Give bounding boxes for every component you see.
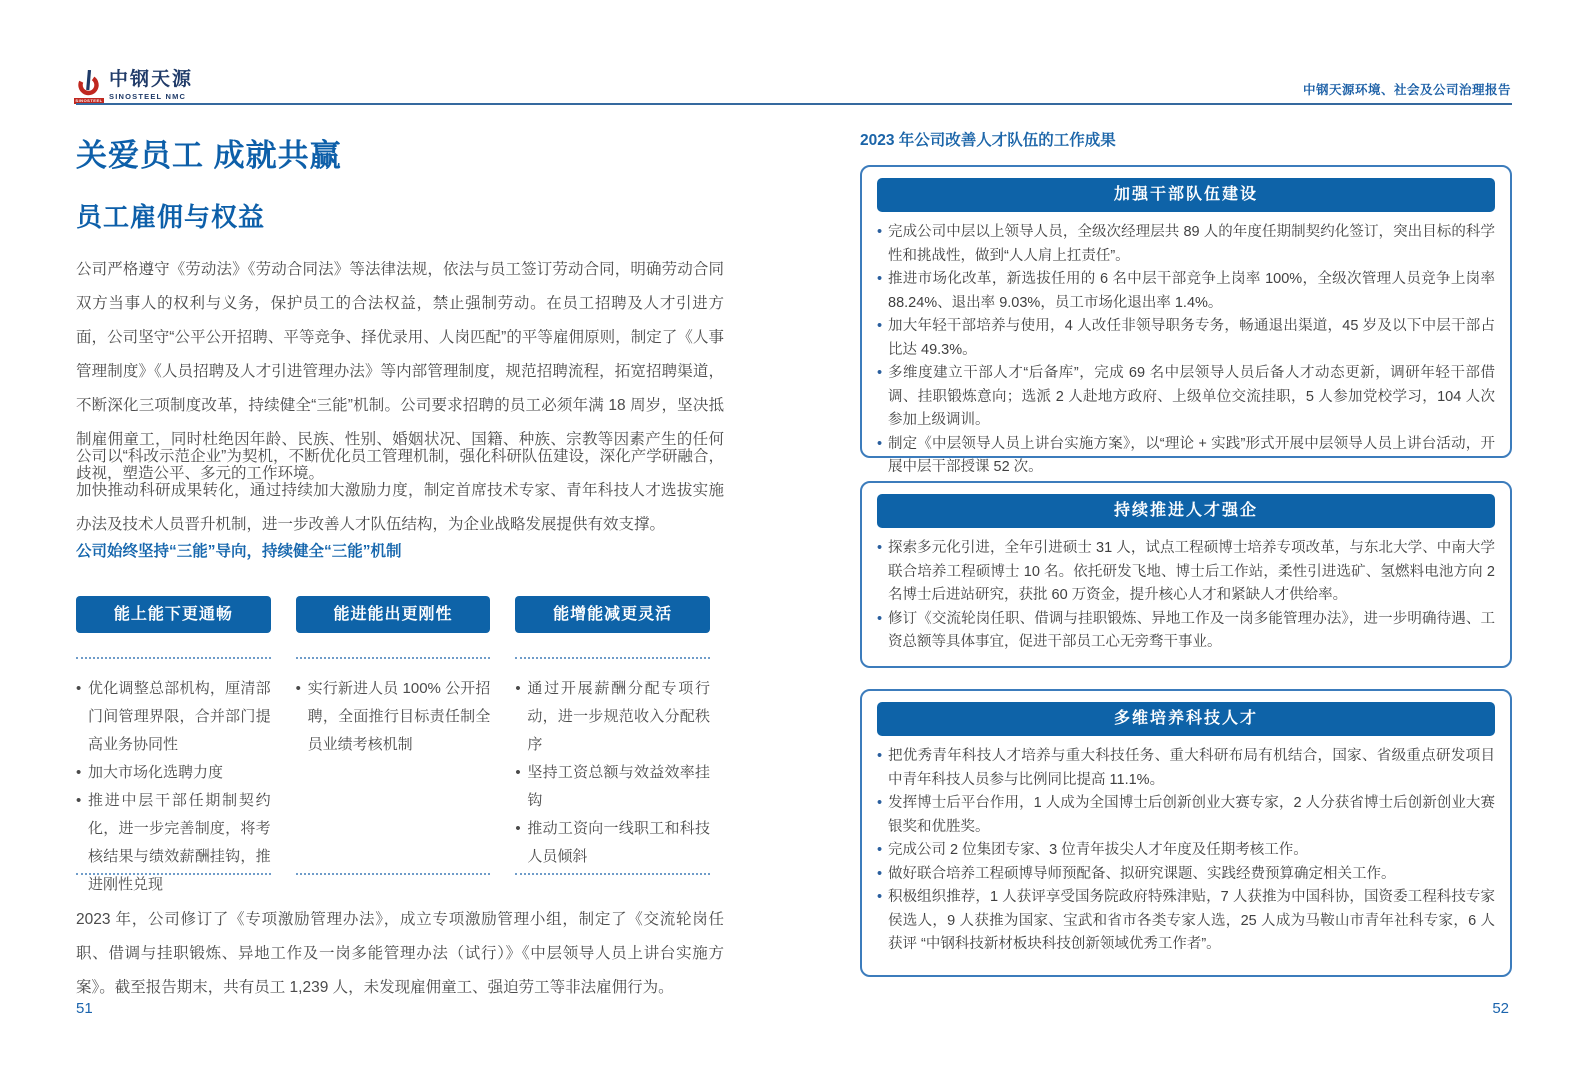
logo-company-name-cn: 中钢天源 xyxy=(109,69,194,90)
achievement-box-talent-enterprise xyxy=(860,481,1512,668)
pillar-label-1: 能上能下更通畅 xyxy=(76,596,271,633)
box-title: 加强干部队伍建设 xyxy=(877,178,1495,212)
pillar-list-3 xyxy=(515,675,710,871)
list-item: • 积极组织推荐，1 人获评享受国务院政府特殊津贴，7 人获推为中国科协，国资委工程科技专家侯选人，9 人获推为国家、宝武和省市各类专家人选，25 人成为马鞍山市青年社科专家，6 人获评 “中钢科技新材板块科技创新领域优秀工作者”。 xyxy=(877,886,1495,957)
sinosteel-logo-icon xyxy=(76,70,102,104)
list-item: • 推进中层干部任期制契约化，进一步完善制度，将考核结果与绩效薪酬挂钩，推进刚性兑现 xyxy=(76,787,271,899)
list-item: • 坚持工资总额与效益效率挂钩 xyxy=(515,759,710,815)
list-item: • 加大年轻干部培养与使用，4 人改任非领导职务专务，畅通退出渠道，45 岁及以下中层干部占比达 49.3%。 xyxy=(877,315,1495,362)
list-item: • 加大市场化选聘力度 xyxy=(76,759,271,787)
pillar-columns xyxy=(76,657,711,893)
list-item: • 把优秀青年科技人才培养与重大科技任务、重大科研布局有机结合，国家、省级重点研发项目中青年科技人员参与比例同比提高 11.1%。 xyxy=(877,745,1495,792)
header-divider xyxy=(76,103,1512,105)
list-item: • 制定《中层领导人员上讲台实施方案》，以“理论 + 实践”形式开展中层领导人员上讲台活动，开展中层干部授课 52 次。 xyxy=(877,433,1495,480)
list-item: • 优化调整总部机构，厘清部门间管理界限，合并部门提高业务协同性 xyxy=(76,675,271,759)
achievement-box-cadre-team xyxy=(860,165,1512,475)
list-item: • 推进市场化改革，新选拔任用的 6 名中层干部竞争上岗率 100%，全级次管理人员竞争上岗率 88.24%、退出率 9.03%，员工市场化退出率 1.4%。 xyxy=(877,268,1495,315)
sinosteel-logo-icon xyxy=(76,70,102,98)
pillar-label-3: 能增能减更灵活 xyxy=(515,596,710,633)
pillar-list-1 xyxy=(76,675,271,899)
list-item: • 做好联合培养工程硕博导师预配备、拟研究课题、实践经费预算确定相关工作。 xyxy=(877,863,1495,887)
logo-company-name-en: SINOSTEEL NMC xyxy=(109,92,187,101)
pillar-buttons-row xyxy=(76,596,710,633)
list-item: • 完成公司 2 位集团专家、3 位青年拔尖人才年度及任期考核工作。 xyxy=(877,839,1495,863)
logo-text-block xyxy=(109,70,193,101)
list-item: • 通过开展薪酬分配专项行动，进一步规范收入分配秩序 xyxy=(515,675,710,759)
report-title: 中钢天源环境、社会及公司治理报告 xyxy=(1302,83,1511,97)
paragraph-2023-summary: 2023 年，公司修订了《专项激励管理办法》，成立专项激励管理小组，制定了《交流轮岗任职、借调与挂职锻炼、异地工作及一岗多能管理办法（试行）》《中层领导人员上讲台实施方案》。截至报告期末，共有员工 1,239 人，未发现雇佣童工、强迫劳工等非法雇佣行为。 xyxy=(76,911,724,996)
list-item: • 修订《交流轮岗任职、借调与挂职锻炼、异地工作及一岗多能管理办法》，进一步明确待遇、工资总额等具体事宜，促进干部员工心无旁骛干事业。 xyxy=(877,608,1495,655)
paragraph-reform: 公司以“科改示范企业”为契机，不断优化员工管理机制，强化科研队伍建设，深化产学研融合，加快推动科研成果转化，通过持续加大激励力度，制定首席技术专家、青年科技人才选拔实施办法及技术人员晋升机制，进一步改善人才队伍结构，为企业战略发展提供有效支撑。 xyxy=(76,448,724,533)
box-list xyxy=(877,221,1495,480)
page-number-right: 52 xyxy=(1492,1000,1509,1017)
logo-mark-label: SINOSTEEL xyxy=(75,98,103,103)
company-logo xyxy=(76,70,193,104)
list-item: • 多维度建立干部人才“后备库”，完成 69 名中层领导人员后备人才动态更新，调研年轻干部借调、挂职锻炼意向；选派 2 人赴地方政府、上级单位交流挂职，5 人参加党校学习，104 人次参加上级调训。 xyxy=(877,362,1495,433)
box-list xyxy=(877,745,1495,957)
section-subtitle: 员工雇佣与权益 xyxy=(76,202,266,232)
pillar-list-2 xyxy=(296,675,491,759)
list-item: • 推动工资向一线职工和科技人员倾斜 xyxy=(515,815,710,871)
pillar-column-1 xyxy=(76,657,271,893)
box-list xyxy=(877,537,1495,655)
paragraph-employment-law: 公司严格遵守《劳动法》《劳动合同法》等法律法规，依法与员工签订劳动合同，明确劳动合同双方当事人的权利与义务，保护员工的合法权益，禁止强制劳动。在员工招聘及人才引进方面，公司坚守“公平公开招聘、平等竞争、择优录用、人岗匹配”的平等雇佣原则，制定了《人事管理制度》《人员招聘及人才引进管理办法》等内部管理制度，规范招聘流程，拓宽招聘渠道，不断深化三项制度改革，持续健全“三能”机制。公司要求招聘的员工必须年满 18 周岁，坚决抵制雇佣童工，同时杜绝因年龄、民族、性别、婚姻状况、国籍、种族、宗教等因素产生的任何歧视，塑造公平、多元的工作环境。 xyxy=(76,261,724,482)
box-title: 持续推进人才强企 xyxy=(877,494,1495,528)
list-item: • 实行新进人员 100% 公开招聘，全面推行目标责任制全员业绩考核机制 xyxy=(296,675,491,759)
lead-statement: 公司始终坚持“三能”导向，持续健全“三能”机制 xyxy=(76,543,402,560)
list-item: • 探索多元化引进，全年引进硕士 31 人，试点工程硕博士培养专项改革，与东北大学、中南大学联合培养工程硕博士 10 名。依托研发飞地、博士后工作站，柔性引进选矿、氢燃料电池方向 2 名博士后进站研究，获批 60 万资金，提升核心人才和紧缺人才供给率。 xyxy=(877,537,1495,608)
pillar-label-2: 能进能出更刚性 xyxy=(296,596,491,633)
pillar-column-2 xyxy=(296,657,491,875)
list-item: • 发挥博士后平台作用，1 人成为全国博士后创新创业大赛专家，2 人分获省博士后创新创业大赛银奖和优胜奖。 xyxy=(877,792,1495,839)
section-title: 关爱员工 成就共赢 xyxy=(76,138,342,173)
page-number-left: 51 xyxy=(76,1000,93,1017)
list-item: • 完成公司中层以上领导人员，全级次经理层共 89 人的年度任期制契约化签订，突出目标的科学性和挑战性，做到“人人肩上扛责任”。 xyxy=(877,221,1495,268)
achievements-heading: 2023 年公司改善人才队伍的工作成果 xyxy=(860,132,1116,149)
pillar-column-3 xyxy=(515,657,710,875)
box-title: 多维培养科技人才 xyxy=(877,702,1495,736)
achievement-box-sci-tech-talent xyxy=(860,689,1512,977)
